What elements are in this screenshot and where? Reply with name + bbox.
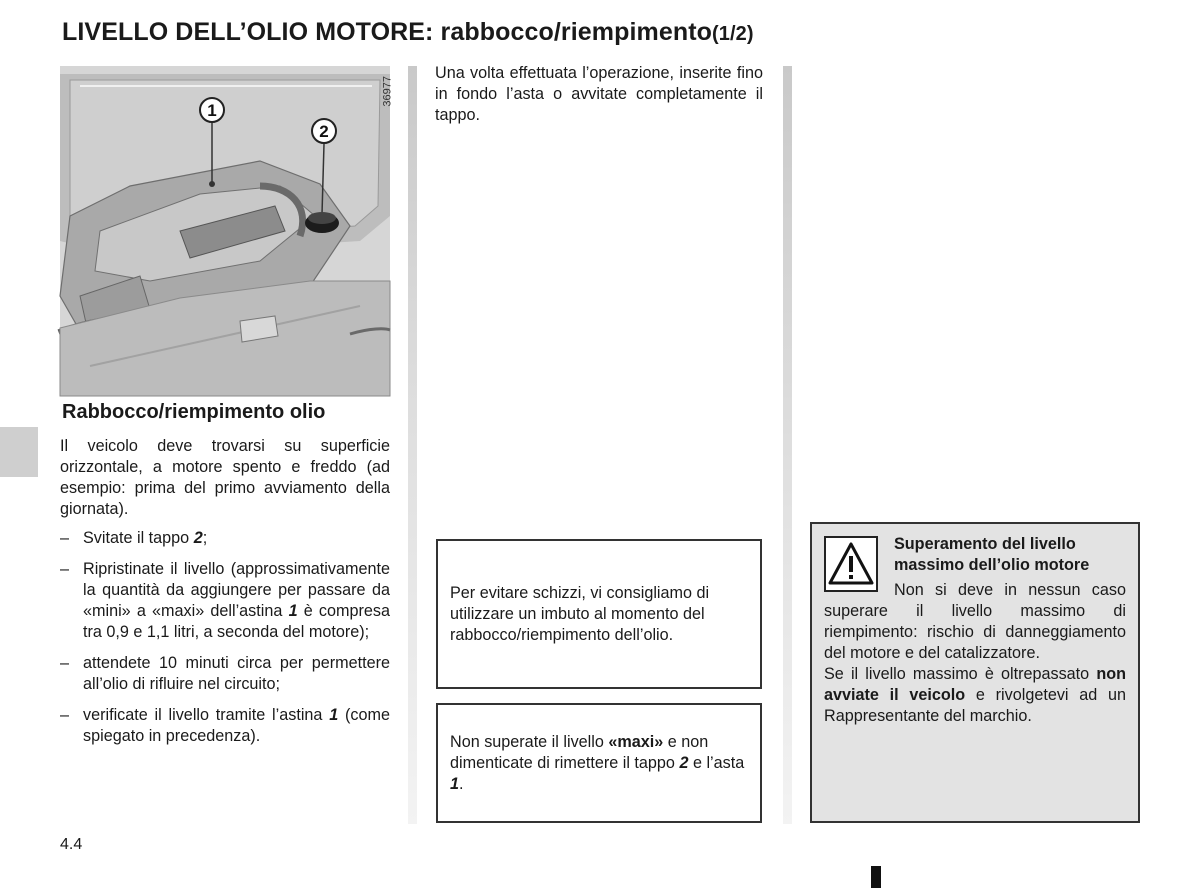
warning-title: Superamento del livello massimo dell’olio motore <box>894 535 1090 574</box>
figure-code: 36977 <box>382 76 394 107</box>
page-title-text: LIVELLO DELL’OLIO MOTORE: rabbocco/riempimento <box>62 18 713 46</box>
warning-box <box>810 522 1140 823</box>
warning-instruction <box>824 664 1126 727</box>
note-bold: «maxi» <box>608 732 664 751</box>
part-ref: 2 <box>193 529 203 547</box>
note-text: e l’asta <box>688 753 745 772</box>
list-dash: – <box>60 706 70 724</box>
funnel-note-text: Per evitare schizzi, vi consigliamo di utilizzare un imbuto al momento del rabbocco/riempimento dell’olio. <box>450 583 710 644</box>
section-title: Rabbocco/riempimento olio <box>62 401 326 423</box>
intro-paragraph: Il veicolo deve trovarsi su superficie orizzontale, a motore spento e freddo (ad esempio: prima del primo avviamento della giornata). <box>60 437 390 518</box>
part-ref: 2 <box>679 753 689 772</box>
callout-2-label: 2 <box>319 122 329 141</box>
step-text: attendete 10 minuti circa per permettere all’olio di rifluire nel circuito; <box>83 654 390 693</box>
note-text: . <box>459 774 464 793</box>
list-item <box>60 528 390 549</box>
list-item <box>60 705 390 747</box>
list-item <box>60 559 390 643</box>
note-text: Non superate il livello <box>450 732 609 751</box>
step-text: Svitate il tappo <box>83 529 194 547</box>
list-item <box>60 653 390 695</box>
page-title-part: (1/2) <box>712 23 754 45</box>
step-text: Ripristinate il livello (approssimativamente la quantità da aggiungere per passare da «mini» a «maxi» dell’astina <box>83 560 390 620</box>
steps-list <box>60 528 390 757</box>
warning-triangle-icon <box>824 536 878 592</box>
step-text: (come spiegato in precedenza). <box>83 706 390 745</box>
maxi-note-box <box>436 703 762 823</box>
completion-paragraph: Una volta effettuata l’operazione, inserite fino in fondo l’asta o avvitate completamente il tappo. <box>435 64 763 124</box>
page-number: 4.4 <box>60 836 83 853</box>
warning-text-part: e rivolgetevi ad un Rappresentante del marchio. <box>824 686 1126 725</box>
step-text: ; <box>202 529 208 547</box>
page-title <box>62 18 754 47</box>
column-divider <box>783 66 792 824</box>
engine-illustration <box>60 66 394 396</box>
note-text: e non dimenticate di rimettere il tappo <box>450 732 709 772</box>
step-text: verificate il livello tramite l’astina <box>83 706 330 724</box>
warning-text: Non si deve in nessun caso superare il livello massimo di riempimento: rischio di danneggiamento del motore e del catalizzatore. <box>824 581 1126 662</box>
list-dash: – <box>60 560 70 578</box>
part-ref: 1 <box>329 706 339 724</box>
funnel-note-box <box>436 539 762 689</box>
chapter-tab <box>0 427 38 477</box>
list-dash: – <box>60 529 70 547</box>
warning-text-part: Se il livello massimo è oltrepassato <box>824 665 1097 683</box>
part-ref: 1 <box>288 602 298 620</box>
callout-1-label: 1 <box>207 101 217 120</box>
column-divider <box>408 66 417 824</box>
engine-drawing <box>60 66 390 396</box>
edge-mark <box>871 866 881 888</box>
maxi-note-text <box>450 732 748 795</box>
step-text: è compresa tra 0,9 e 1,1 litri, a seconda del motore); <box>83 602 390 641</box>
part-ref: 1 <box>450 774 460 793</box>
warning-bold: non avviate il veicolo <box>824 665 1126 704</box>
list-dash: – <box>60 654 70 672</box>
